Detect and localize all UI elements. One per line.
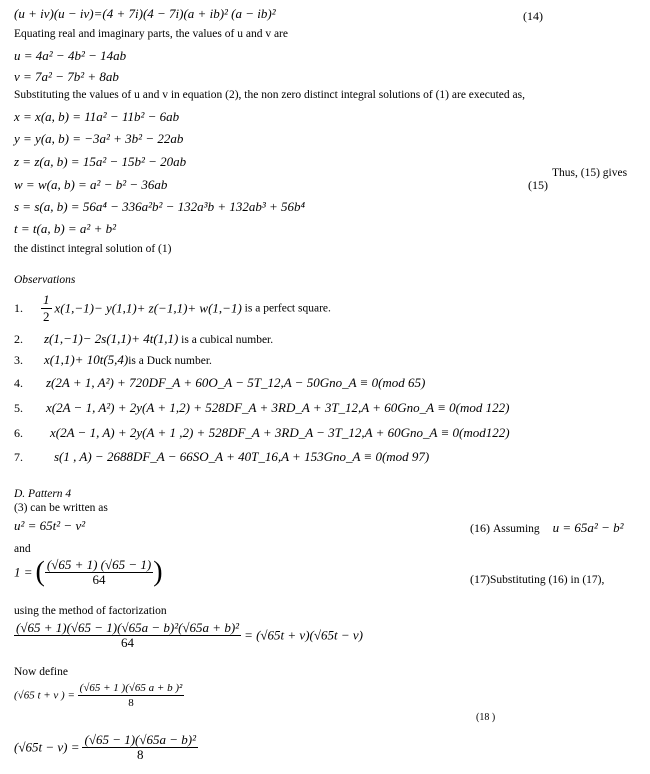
observation-number: 5. [14,401,23,415]
equation-18a-lhs: (√65 t + v ) = [14,689,75,702]
solution-z: z = z(a, b) = 15a² − 15b² − 20ab [14,154,187,169]
solution-x: x = x(a, b) = 11a² − 11b² − 6ab [14,109,180,124]
pattern-title: D. Pattern 4 [14,488,72,500]
observation-1 [14,292,331,325]
equation-factorization-rhs: = (√65t + v)(√65t − v) [244,627,363,643]
equation-17-lhs: 1 = [14,564,33,580]
text-assuming: Assuming [493,523,540,535]
equation-factorization [14,621,363,650]
solution-s: s = s(a, b) = 56a⁴ − 336a²b² − 132a³b + 132ab³ + 56b⁴ [14,199,306,214]
fraction [41,292,52,325]
observation-number: 7. [14,450,23,464]
fraction-denominator: 64 [121,635,135,650]
solution-y: y = y(a, b) = −3a² + 3b² − 22ab [14,131,184,146]
observation-expression: x(2A − 1, A²) + 2y(A + 1,2) + 528DF_A + 3RD_A + 3T_12,A + 60Gno_A ≡ 0(mod 122) [46,400,510,415]
observation-number: 2. [14,332,23,346]
equation-number-15: (15) [528,178,548,192]
observation-number: 1. [14,301,23,315]
fraction [78,681,185,710]
fraction [82,733,198,762]
left-paren: ( [35,556,45,588]
observation-tail: is a Duck number. [128,355,212,367]
equation-number-14: (14) [523,9,543,23]
observation-tail: is a cubical number. [178,334,274,346]
observation-7 [14,449,429,465]
observation-expression: s(1 , A) − 2688DF_A − 66SO_A + 40T_16,A + 153Gno_A ≡ 0(mod 97) [54,449,430,464]
observations-title: Observations [14,274,76,286]
equation-18b-lhs: (√65t − v) = [14,739,80,755]
equation-17-right [470,572,604,587]
observation-number: 3. [14,353,23,367]
equation-18a [14,681,184,710]
fraction [14,621,241,650]
u-assumption: u = 65a² − b² [552,520,624,535]
fraction-denominator: 64 [92,572,106,587]
observation-expression: x(2A − 1, A) + 2y(A + 1 ,2) + 528DF_A + 3RD_A − 3T_12,A + 60Gno_A ≡ 0(mod122) [50,425,510,440]
fraction-denominator: 2 [43,309,50,324]
observation-number: 6. [14,426,23,440]
fraction-denominator: 8 [128,697,134,709]
text-factorization: using the method of factorization [14,605,167,617]
equation-number-16: (16) [470,521,490,535]
observation-expression: x(1,−1)− y(1,1)+ z(−1,1)+ w(1,−1) [54,300,242,316]
text-substituting-16-17: Substituting (16) in (17), [490,574,605,586]
observation-5 [14,400,509,416]
equation-18b [14,733,198,762]
fraction-numerator: 1 [43,292,50,307]
fraction-numerator: (√65 + 1)(√65 − 1)(√65a − b)²(√65a + b)² [16,620,240,635]
fraction-numerator: (√65 − 1)(√65a − b)² [84,732,197,747]
observation-expression: z(1,−1)− 2s(1,1)+ 4t(1,1) [44,331,179,346]
text-substituting: Substituting the values of u and v in equation (2), the non zero distinct integral solutions of (1) are executed as, [14,89,525,101]
text-and: and [14,543,31,555]
text-thus: Thus, (15) gives [552,167,628,179]
text-define: Now define [14,666,68,678]
right-paren: ) [153,556,163,588]
equation-16: u² = 65t² − v² [14,518,86,533]
fraction-numerator: (√65 + 1) (√65 − 1) [46,557,152,572]
fraction-numerator: (√65 + 1 )(√65 a + b )² [79,682,183,694]
text-equating: Equating real and imaginary parts, the values of u and v are [14,28,288,40]
text-distinct: the distinct integral solution of (1) [14,243,172,255]
solution-t: t = t(a, b) = a² + b² [14,221,116,236]
equation-16-right [470,521,624,536]
equation-number-17: (17) [470,572,490,586]
u-definition: u = 4a² − 4b² − 14ab [14,48,127,63]
v-definition: v = 7a² − 7b² + 8ab [14,69,119,84]
equation-14: (u + iv)(u − iv)=(4 + 7i)(4 − 7i)(a + ib)² (a − ib)² [14,6,276,21]
observation-expression: z(2A + 1, A²) + 720DF_A + 60O_A − 5T_12,A − 50Gno_A ≡ 0(mod 65) [46,375,426,390]
fraction [45,558,153,587]
fraction-denominator: 8 [137,747,144,762]
observation-tail: is a perfect square. [241,302,331,315]
observation-6 [14,425,510,441]
text-written: (3) can be written as [14,502,108,514]
equation-number-18: (18 ) [476,712,496,723]
observation-number: 4. [14,376,23,390]
observation-2 [14,331,273,347]
solution-w: w = w(a, b) = a² − b² − 36ab [14,177,168,192]
equation-17 [14,558,163,587]
observation-3 [14,352,212,368]
observation-expression: x(1,1)+ 10t(5,4) [44,352,129,367]
observation-4 [14,375,425,391]
